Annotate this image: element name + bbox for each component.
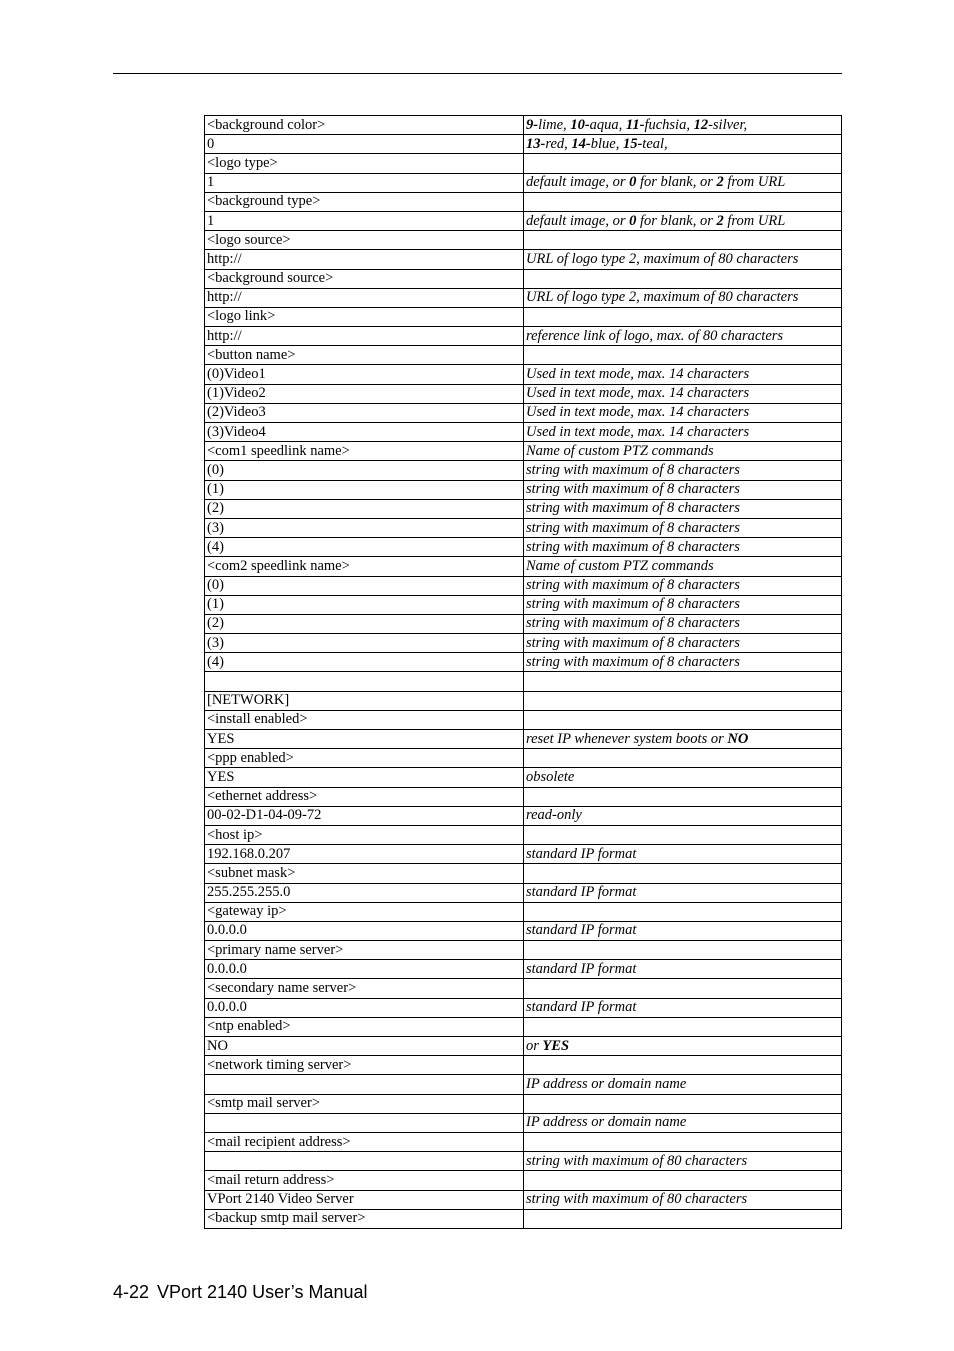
description-bold-text: 12 [693,116,709,133]
table-row [205,423,842,442]
setting-cell: <network timing server> [205,1056,524,1075]
table-row [205,941,842,960]
description-cell [524,173,842,192]
description-cell [524,384,842,403]
setting-cell: <background type> [205,192,524,211]
description-text: string with maximum of 8 characters [526,634,740,651]
description-cell [524,998,842,1017]
setting-cell: (1) [205,595,524,614]
table-row [205,576,842,595]
table-row [205,135,842,154]
table-row [205,787,842,806]
setting-cell: 255.255.255.0 [205,883,524,902]
description-text: teal, [642,135,668,152]
description-cell [524,634,842,653]
setting-cell: (0) [205,576,524,595]
setting-cell: <install enabled> [205,710,524,729]
description-cell [524,442,842,461]
setting-cell: <primary name server> [205,941,524,960]
config-table-body [205,116,842,1229]
setting-cell: NO [205,1037,524,1056]
setting-cell: (3) [205,518,524,537]
table-row [205,1132,842,1151]
setting-cell: <ppp enabled> [205,749,524,768]
setting-cell: <background color> [205,116,524,135]
description-text: string with maximum of 8 characters [526,538,740,555]
setting-cell: <background source> [205,269,524,288]
table-row [205,1190,842,1209]
table-row [205,730,842,749]
description-cell [524,614,842,633]
setting-cell: VPort 2140 Video Server [205,1190,524,1209]
description-cell [524,1094,842,1113]
description-text: string with maximum of 8 characters [526,596,740,613]
table-row [205,518,842,537]
table-row [205,768,842,787]
description-cell [524,1113,842,1132]
description-text: IP address or domain name [526,1114,687,1131]
description-cell [524,518,842,537]
setting-cell: <backup smtp mail server> [205,1209,524,1228]
table-row [205,480,842,499]
description-cell [524,768,842,787]
setting-cell: (3) [205,634,524,653]
setting-cell: YES [205,730,524,749]
description-text: string with maximum of 8 characters [526,461,740,478]
setting-cell: (0)Video1 [205,365,524,384]
description-cell [524,211,842,230]
table-row [205,327,842,346]
table-row [205,1209,842,1228]
description-cell [524,307,842,326]
setting-cell: 1 [205,173,524,192]
header-rule [113,73,842,74]
setting-cell: 0.0.0.0 [205,960,524,979]
description-cell [524,730,842,749]
table-row [205,998,842,1017]
table-row [205,461,842,480]
description-bold-text: 10- [570,116,590,133]
table-row [205,442,842,461]
description-text: string with maximum of 8 characters [526,653,740,670]
description-text: Used in text mode, max. 14 characters [526,385,750,402]
description-text: Used in text mode, max. 14 characters [526,423,750,440]
setting-cell: 0.0.0.0 [205,921,524,940]
setting-cell: http:// [205,250,524,269]
description-text: fuchsia, [644,116,694,133]
setting-cell [205,1075,524,1094]
table-row [205,595,842,614]
table-row [205,116,842,135]
description-cell [524,269,842,288]
table-row [205,691,842,710]
description-cell [524,1056,842,1075]
table-row [205,1094,842,1113]
table-row [205,1017,842,1036]
setting-cell [205,672,524,691]
setting-cell [205,1113,524,1132]
description-text: blue, [590,135,623,152]
description-text: from URL [723,212,786,229]
description-cell [524,979,842,998]
description-text: string with maximum of 8 characters [526,500,740,517]
table-row [205,1075,842,1094]
table-row [205,211,842,230]
description-bold-text: 14- [571,135,591,152]
table-row [205,634,842,653]
table-row [205,653,842,672]
table-row [205,1113,842,1132]
description-text: red, [545,135,572,152]
description-cell [524,365,842,384]
description-cell [524,710,842,729]
description-text: URL of logo type 2, maximum of 80 characters [526,250,799,267]
table-row [205,845,842,864]
description-text: Name of custom PTZ commands [526,442,714,459]
description-text: lime, [538,116,571,133]
table-row [205,538,842,557]
setting-cell: (2) [205,499,524,518]
description-cell [524,135,842,154]
description-cell [524,1171,842,1190]
description-cell [524,231,842,250]
description-bold-text: 13- [526,135,546,152]
description-text: string with maximum of 8 characters [526,481,740,498]
description-text: standard IP format [526,845,637,862]
description-cell [524,864,842,883]
description-cell [524,1132,842,1151]
description-text: string with maximum of 8 characters [526,577,740,594]
description-cell [524,595,842,614]
config-table [204,115,842,1229]
setting-cell [205,1152,524,1171]
description-text: URL of logo type 2, maximum of 80 characters [526,289,799,306]
description-cell [524,749,842,768]
description-cell [524,941,842,960]
description-text: obsolete [526,768,575,785]
table-row [205,250,842,269]
page-number: 4-22 [113,1282,150,1302]
description-text: string with maximum of 8 characters [526,519,740,536]
description-bold-text: 2 [716,212,724,229]
description-text: from URL [723,174,786,191]
table-row [205,557,842,576]
description-cell [524,1075,842,1094]
table-row [205,979,842,998]
table-row [205,1056,842,1075]
description-cell [524,116,842,135]
description-bold-text: 11- [625,116,645,133]
table-row [205,672,842,691]
setting-cell: <secondary name server> [205,979,524,998]
description-cell [524,499,842,518]
description-text: reference link of logo, max. of 80 characters [526,327,784,344]
setting-cell: [NETWORK] [205,691,524,710]
setting-cell: (4) [205,538,524,557]
manual-title: VPort 2140 User’s Manual [157,1282,368,1302]
description-cell [524,250,842,269]
table-row [205,365,842,384]
description-bold-text: NO [727,730,749,747]
description-cell [524,423,842,442]
description-cell [524,883,842,902]
setting-cell: <mail recipient address> [205,1132,524,1151]
description-text: default image, or [526,212,630,229]
setting-cell: 192.168.0.207 [205,845,524,864]
description-cell [524,1037,842,1056]
description-cell [524,1152,842,1171]
description-cell [524,557,842,576]
table-row [205,902,842,921]
setting-cell: <smtp mail server> [205,1094,524,1113]
setting-cell: 0 [205,135,524,154]
description-cell [524,1209,842,1228]
description-cell [524,288,842,307]
description-text: for blank, or [636,212,717,229]
setting-cell: <ethernet address> [205,787,524,806]
description-cell [524,825,842,844]
description-text: standard IP format [526,922,637,939]
setting-cell: <subnet mask> [205,864,524,883]
setting-cell: (3)Video4 [205,423,524,442]
description-text: Used in text mode, max. 14 characters [526,366,750,383]
setting-cell: <gateway ip> [205,902,524,921]
description-cell [524,1190,842,1209]
description-text: or [526,1037,543,1054]
table-row [205,825,842,844]
setting-cell: <com2 speedlink name> [205,557,524,576]
description-text: aqua, [589,116,626,133]
setting-cell: (1)Video2 [205,384,524,403]
description-text: read-only [526,807,582,824]
setting-cell: <logo source> [205,231,524,250]
description-cell [524,480,842,499]
description-cell [524,538,842,557]
description-cell [524,691,842,710]
description-bold-text: 9- [526,116,539,133]
setting-cell: http:// [205,288,524,307]
description-bold-text: YES [542,1037,570,1054]
setting-cell: (1) [205,480,524,499]
description-cell [524,461,842,480]
description-cell [524,787,842,806]
setting-cell: 00-02-D1-04-09-72 [205,806,524,825]
table-row [205,749,842,768]
table-row [205,710,842,729]
table-row [205,1171,842,1190]
table-row [205,269,842,288]
table-row [205,346,842,365]
setting-cell: (4) [205,653,524,672]
description-text: reset IP whenever system boots or [526,730,728,747]
description-bold-text: 0 [629,212,637,229]
description-cell [524,902,842,921]
table-row [205,864,842,883]
description-cell [524,154,842,173]
description-cell [524,845,842,864]
setting-cell: <host ip> [205,825,524,844]
description-text: Used in text mode, max. 14 characters [526,404,750,421]
table-row [205,192,842,211]
description-cell [524,653,842,672]
description-bold-text: 0 [629,174,637,191]
description-text: for blank, or [636,174,717,191]
table-row [205,806,842,825]
table-row [205,403,842,422]
description-cell [524,921,842,940]
description-cell [524,806,842,825]
description-text: -silver, [708,116,748,133]
description-bold-text: 2 [716,174,724,191]
setting-cell: (0) [205,461,524,480]
setting-cell: http:// [205,327,524,346]
description-text: string with maximum of 8 characters [526,615,740,632]
table-row [205,173,842,192]
description-text: Name of custom PTZ commands [526,557,714,574]
description-cell [524,346,842,365]
description-cell [524,1017,842,1036]
setting-cell: YES [205,768,524,787]
description-bold-text: 15- [622,135,643,152]
setting-cell: <button name> [205,346,524,365]
description-text: standard IP format [526,884,637,901]
setting-cell: <mail return address> [205,1171,524,1190]
table-row [205,307,842,326]
description-cell [524,576,842,595]
table-row [205,288,842,307]
setting-cell: 0.0.0.0 [205,998,524,1017]
description-text: string with maximum of 80 characters [526,1191,748,1208]
table-row [205,1037,842,1056]
description-text: default image, or [526,174,630,191]
setting-cell: <logo type> [205,154,524,173]
table-row [205,614,842,633]
description-cell [524,672,842,691]
description-text: standard IP format [526,999,637,1016]
setting-cell: <logo link> [205,307,524,326]
description-text: standard IP format [526,960,637,977]
table-row [205,960,842,979]
setting-cell: 1 [205,211,524,230]
description-cell [524,327,842,346]
description-cell [524,960,842,979]
setting-cell: (2)Video3 [205,403,524,422]
setting-cell: <ntp enabled> [205,1017,524,1036]
description-cell [524,192,842,211]
table-row [205,883,842,902]
table-row [205,231,842,250]
table-row [205,384,842,403]
setting-cell: <com1 speedlink name> [205,442,524,461]
description-text: IP address or domain name [526,1075,687,1092]
setting-cell: (2) [205,614,524,633]
table-row [205,154,842,173]
table-row [205,499,842,518]
page-footer [113,1281,367,1303]
table-row [205,921,842,940]
description-text: string with maximum of 80 characters [526,1152,748,1169]
table-row [205,1152,842,1171]
description-cell [524,403,842,422]
